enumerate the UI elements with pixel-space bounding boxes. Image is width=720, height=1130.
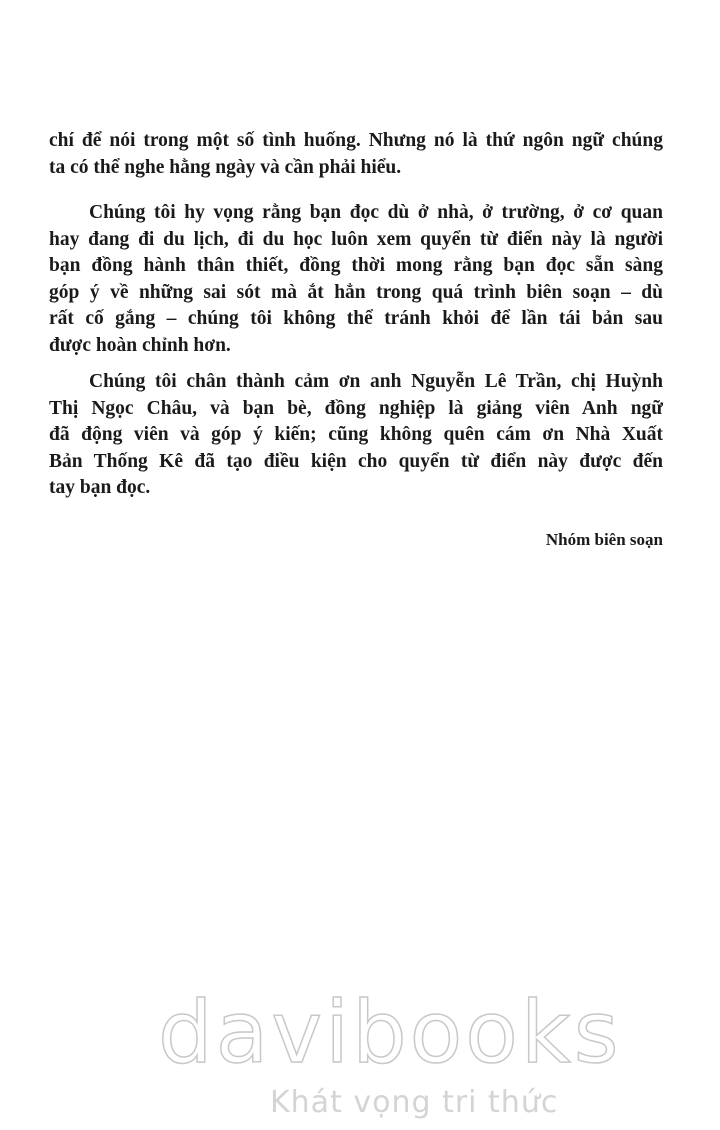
text-line: bạn đồng hành thân thiết, đồng thời mong rằng bạn đọc sẵn sàng: [49, 255, 663, 276]
text-line: góp ý về những sai sót mà ắt hẳn trong quá trình biên soạn – dù: [49, 281, 663, 303]
watermark-logo: davibooks: [158, 983, 622, 1083]
text-line: Thị Ngọc Châu, và bạn bè, đồng nghiệp là giảng viên Anh ngữ: [49, 397, 663, 419]
text-line: Chúng tôi chân thành cảm ơn anh Nguyễn Lê Trần, chị Huỳnh: [89, 371, 663, 392]
text-line: rất cố gắng – chúng tôi không thể tránh khỏi để lần tái bản sau: [49, 308, 663, 329]
text-line: chí để nói trong một số tình huống. Nhưng nó là thứ ngôn ngữ chúng: [49, 130, 663, 151]
signature: Nhóm biên soạn: [545, 530, 663, 549]
text-line: tay bạn đọc.: [49, 477, 151, 498]
text-line: Chúng tôi hy vọng rằng bạn đọc dù ở nhà, ở trường, ở cơ quan: [89, 202, 663, 223]
text-line: đã động viên và góp ý kiến; cũng không quên cám ơn Nhà Xuất: [49, 424, 663, 445]
text-line: hay đang đi du lịch, đi du học luôn xem quyển từ điển này là người: [49, 228, 663, 250]
paragraph-thanks: [49, 369, 663, 502]
text-line: được hoàn chỉnh hơn.: [49, 334, 231, 356]
watermark-tagline: Khát vọng tri thức: [270, 1085, 559, 1120]
paragraph-continuation: [49, 128, 663, 181]
text-line: ta có thể nghe hằng ngày và cần phải hiểu.: [49, 156, 402, 178]
paragraph-hope: [49, 200, 663, 359]
text-line: Bản Thống Kê đã tạo điều kiện cho quyển từ điển này được đến: [49, 450, 663, 472]
